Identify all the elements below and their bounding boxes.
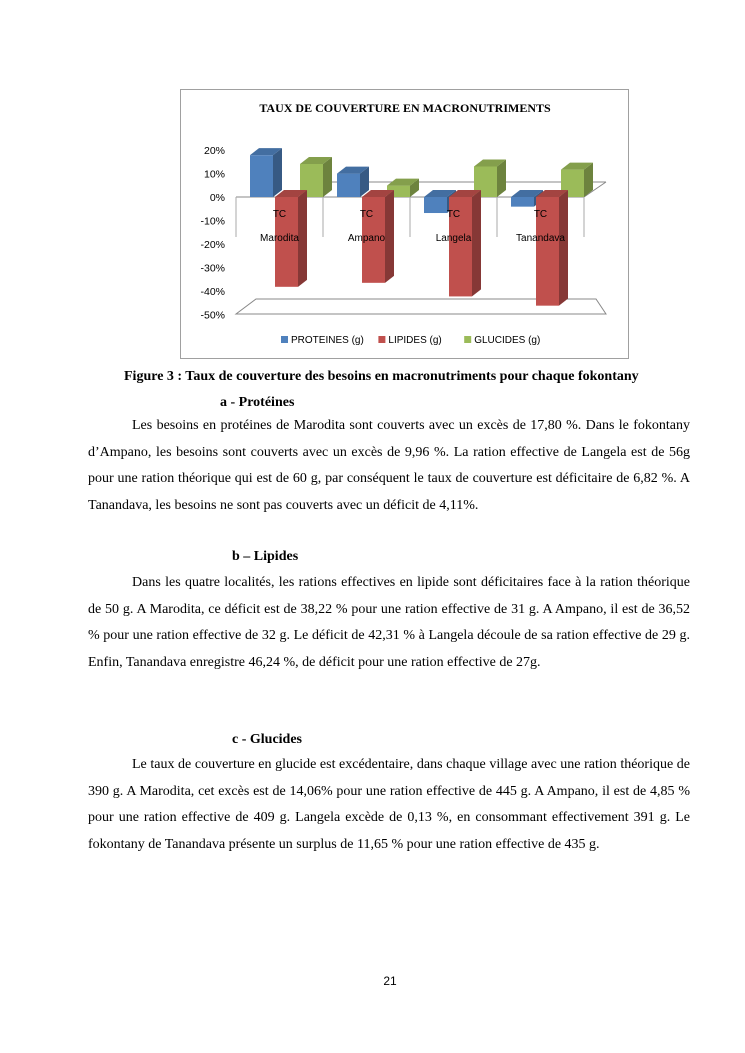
heading-glucides: c - Glucides xyxy=(232,732,302,747)
x-tick-label: Tanandava xyxy=(516,233,565,244)
y-tick-label: -30% xyxy=(200,262,225,275)
legend-swatch xyxy=(281,336,288,343)
bar-proteines xyxy=(511,197,534,207)
chart-svg xyxy=(181,90,630,360)
paragraph-lipides: Dans les quatre localités, les rations effectives en lipide sont déficitaires face à la ration théorique de 50 g. A Marodita, ce déficit est de 38,22 % pour une ration effective de 31 g. A Ampano, il est de 36,52 % pour une ration effective de 32 g. Le déficit de 42,31 % à Langela découle de sa ration effective de 29 g. Enfin, Tanandava enregistre 46,24 %, de déficit pour une ration effective de 27g. xyxy=(88,575,690,670)
bar-proteines xyxy=(424,197,447,213)
y-tick-label: -20% xyxy=(200,239,225,251)
paragraph-glucides: Le taux de couverture en glucide est excédentaire, dans chaque village avec une ration théorique de 390 g. A Marodita, cet excès est de 14,06% pour une ration effective de 445 g. A Ampano, il est de 4,85 % pour une ration effective de 409 g. Langela excède de 0,13 %, en consommant effectivement 391 g. Le fokontany de Tanandava présente un surplus de 11,65 % pour une ration effective de 435 g. xyxy=(88,757,690,852)
legend-label: LIPIDES (g) xyxy=(388,335,442,346)
bar-side xyxy=(298,190,307,287)
bar-proteines xyxy=(337,174,360,197)
y-tick-label: 10% xyxy=(203,168,225,181)
x-tick-label: TC xyxy=(272,209,287,220)
paragraph-proteines: Les besoins en protéines de Marodita sont couverts avec un excès de 17,80 %. Dans le fokontany d’Ampano, les besoins sont couverts avec un excès de 9,96 %. La ration effective de Langela est de 56g pour une ration théorique qui est de 60 g, par conséquent le taux de couverture est déficitaire de 6,82 %. A Tanandava, les besoins ne sont pas couverts avec un déficit de 4,11%. xyxy=(88,418,690,513)
y-tick-label: 0% xyxy=(209,192,225,204)
legend-label: GLUCIDES (g) xyxy=(474,335,541,346)
y-tick-label: 20% xyxy=(203,145,225,157)
y-tick-label: -10% xyxy=(200,215,225,228)
y-tick-label: -40% xyxy=(200,286,225,298)
bar-side xyxy=(472,190,481,296)
heading-lipides: b – Lipides xyxy=(232,549,299,564)
x-tick-label: TC xyxy=(359,209,374,220)
bar-side xyxy=(385,190,394,283)
x-tick-label: TC xyxy=(533,209,548,220)
bar-side xyxy=(323,157,332,197)
page-number: 21 xyxy=(383,974,397,988)
y-tick-label: -50% xyxy=(200,309,225,322)
x-tick-label: TC xyxy=(446,209,461,220)
chart xyxy=(180,89,629,359)
legend-swatch xyxy=(464,336,471,343)
bar-side xyxy=(273,148,282,197)
chart-title: TAUX DE COUVERTURE EN MACRONUTRIMENTS xyxy=(259,101,551,115)
x-tick-label: Ampano xyxy=(347,233,386,244)
bar-side xyxy=(559,190,568,306)
legend-label: PROTEINES (g) xyxy=(291,335,364,346)
bar-proteines xyxy=(250,155,273,197)
figure-caption: Figure 3 : Taux de couverture des besoins en macronutriments pour chaque fokontany xyxy=(124,369,639,384)
heading-proteines: a - Protéines xyxy=(220,395,295,410)
x-tick-label: Marodita xyxy=(260,233,299,244)
legend-swatch xyxy=(378,336,385,343)
x-tick-label: Langela xyxy=(435,233,472,244)
